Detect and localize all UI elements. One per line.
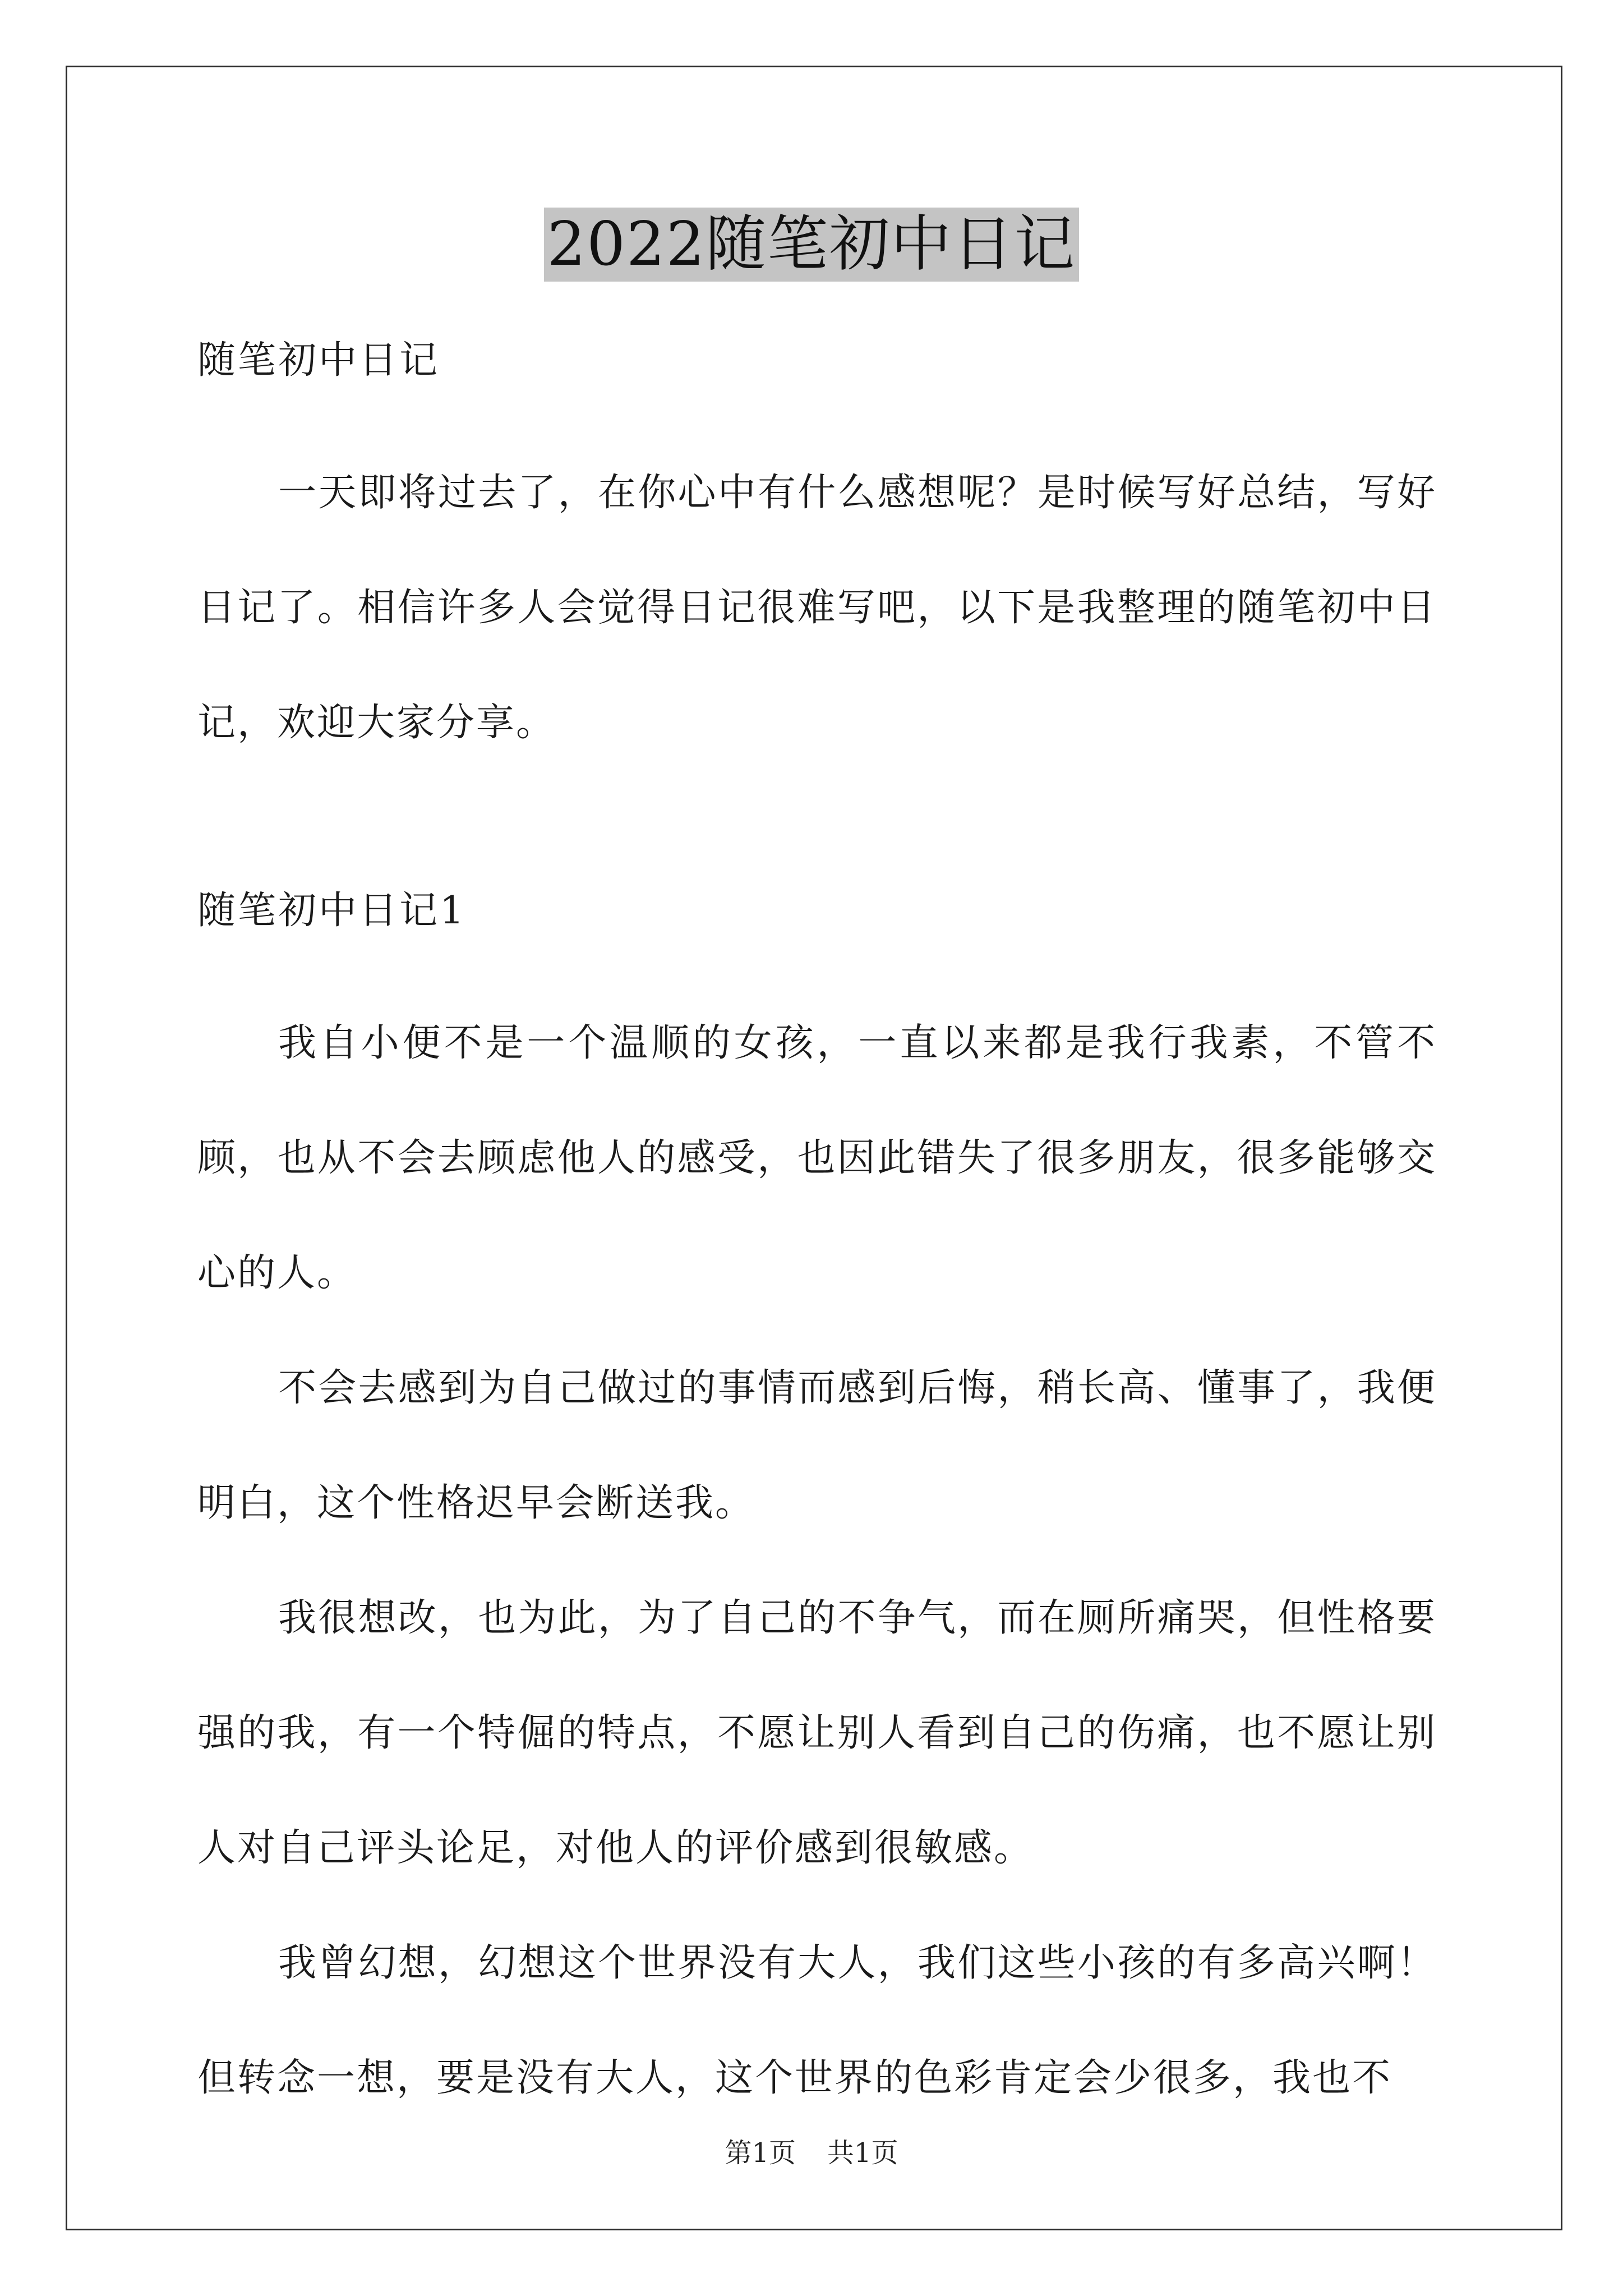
page-total: 共1页	[827, 2137, 898, 2169]
intro-paragraph: 一天即将过去了，在你心中有什么感想呢？是时候写好总结，写好日记了。相信许多人会觉得日记很难写吧，以下是我整理的随笔初中日记，欢迎大家分享。	[197, 471, 1437, 745]
page-number: 第1页	[725, 2137, 796, 2169]
title-container	[0, 208, 1623, 282]
document-title: 2022随笔初中日记	[544, 208, 1080, 282]
intro-heading: 随笔初中日记	[197, 338, 440, 383]
body-paragraph: 我自小便不是一个温顺的女孩，一直以来都是我行我素，不管不顾，也从不会去顾虑他人的感受，也因此错失了很多朋友，很多能够交心的人。	[197, 1021, 1437, 1295]
page-footer	[0, 2136, 1623, 2170]
section-heading: 随笔初中日记1	[197, 889, 467, 933]
body-paragraph: 不会去感到为自己做过的事情而感到后悔，稍长高、懂事了，我便明白，这个性格迟早会断送我。	[197, 1366, 1437, 1525]
body-paragraph: 我很想改，也为此，为了自己的不争气，而在厕所痛哭，但性格要强的我，有一个特倔的特点，不愿让别人看到自己的伤痛，也不愿让别人对自己评头论足，对他人的评价感到很敏感。	[197, 1596, 1437, 1870]
document-body	[197, 337, 1437, 2136]
body-paragraph: 我曾幻想，幻想这个世界没有大人，我们这些小孩的有多高兴啊！但转念一想，要是没有大人，这个世界的色彩肯定会少很多，我也不	[197, 1941, 1437, 2100]
